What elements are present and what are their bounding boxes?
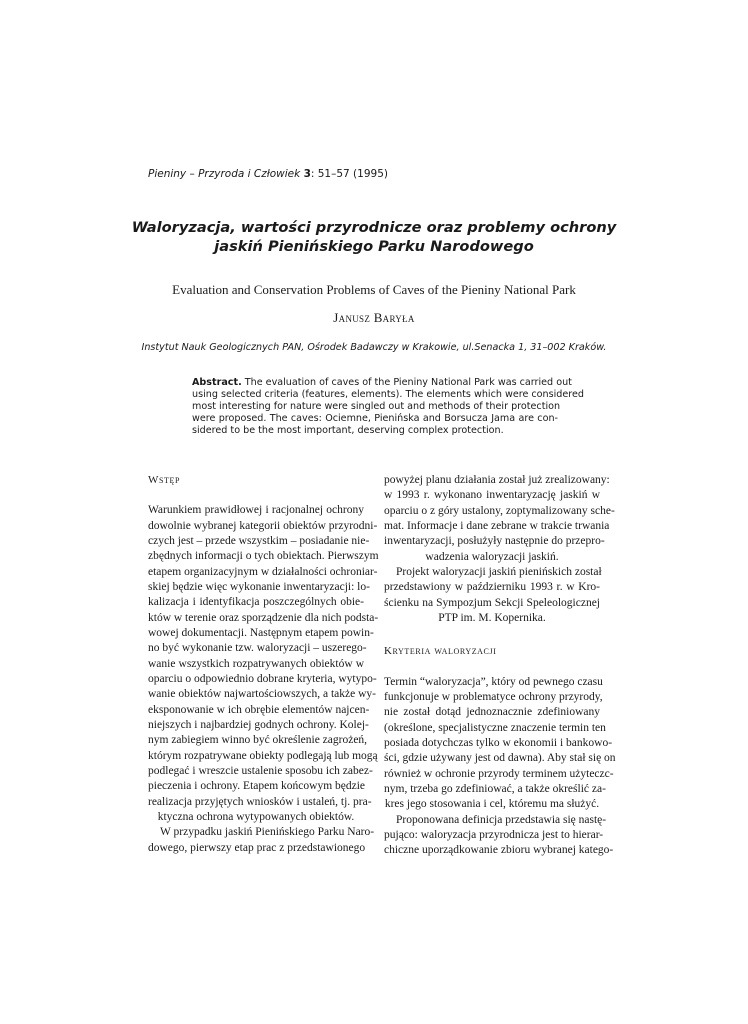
- section-heading-introduction: Wstęp: [148, 474, 181, 486]
- text-line: W przypadku jaskiń Pienińskiego Parku Naro-: [160, 826, 375, 839]
- text-line: czych jest – przede wszystkim – posiadanie nie-: [148, 534, 370, 547]
- abstract-line: most interesting for nature were singled out and methods of their protection: [192, 401, 561, 413]
- text-line: dowego, pierwszy etap prac z przedstawionego: [148, 841, 366, 854]
- text-line: wadzenia waloryzacji jaskiń.: [425, 550, 559, 563]
- journal-volume: 3: [303, 168, 311, 180]
- abstract-line: [192, 377, 572, 389]
- text-line: mat. Informacje i dane zebrane w trakcie trwania: [384, 519, 610, 532]
- paragraph-criteria-2: [384, 813, 614, 859]
- text-line: (określone, specjalistyczne znaczenie termin ten: [384, 721, 606, 734]
- text-line: Projekt waloryzacji jaskiń pienińskich został: [396, 565, 602, 578]
- left-column: [148, 473, 379, 856]
- author-affiliation: Instytut Nauk Geologicznych PAN, Ośrodek Badawczy w Krakowie, ul.Senacka 1, 31–002 Kraków.: [141, 342, 607, 353]
- text-line: oparciu o z góry ustalony, zoptymalizowany sche-: [384, 504, 615, 517]
- text-line: etapem organizacyjnym w działalności ochroniar-: [148, 565, 378, 578]
- paragraph-introduction-3: [384, 473, 615, 565]
- text-line: eksponowanie w ich obrębie elementów najcen-: [148, 703, 370, 716]
- text-line: zbędnych informacji o tych obiektach. Pierwszym: [148, 550, 379, 563]
- text-line: wowej dokumentacji. Następnym etapem powin-: [148, 626, 374, 639]
- text-line: skiej będzie więc wykonanie inwentaryzacji: lo-: [148, 580, 370, 593]
- text-line: którym rozpatrywane obiekty podlegają lub mogą: [148, 749, 378, 762]
- author-name: Janusz Baryła: [333, 310, 415, 325]
- text-line: pieczenia i ochrony. Etapem końcowym będzie: [148, 780, 366, 793]
- text-line: funkcjonuje w problematyce ochrony przyrody,: [384, 690, 603, 703]
- paragraph-introduction-1: [148, 503, 379, 825]
- text-line: podlegać i wreszcie ustalenie sposobu ich zabez-: [148, 764, 373, 777]
- article-title: [100, 218, 648, 256]
- article-title-line-1: Waloryzacja, wartości przyrodnicze oraz problemy ochrony: [131, 219, 617, 236]
- text-line: przedstawiony w październiku 1993 r. w Kro-: [384, 581, 600, 594]
- text-line: w 1993 r. wykonano inwentaryzację jaskiń w: [384, 489, 600, 502]
- text-line: nym, trzeba go zdefiniować, a także określić za-: [384, 782, 606, 795]
- text-line: posiada dotychczas tylko w ekonomii i bankowo-: [384, 736, 613, 749]
- text-line: niejszych i najbardziej godnych ochrony. Kolej-: [148, 718, 369, 731]
- text-line: wanie obiektów najwartościowszych, a także wy-: [148, 688, 377, 701]
- english-title: Evaluation and Conservation Problems of Caves of the Pieniny National Park: [172, 282, 576, 297]
- text-line: dowolnie wybranej kategorii obiektów przyrodni-: [148, 519, 378, 532]
- text-line: ktyczna ochrona wytypowanych obiektów.: [157, 810, 355, 823]
- right-column: [384, 473, 616, 859]
- text-line: Warunkiem prawidłowej i racjonalnej ochrony: [148, 504, 364, 517]
- text-line: no być wykonanie tzw. waloryzacji – uszerego-: [148, 642, 367, 655]
- text-line: Proponowana definicja przedstawia się nastę-: [396, 813, 607, 826]
- text-line: pująco: waloryzacja przyrodnicza jest to hierar-: [384, 828, 604, 841]
- text-line: powyżej planu działania został już zrealizowany:: [384, 474, 610, 486]
- text-line: ścienku na Sympozjum Sekcji Speleologicznej: [384, 596, 600, 609]
- abstract-line: using selected criteria (features, elements). The elements which were considered: [192, 389, 585, 401]
- text-line: chiczne uporządkowanie zbioru wybranej katego-: [384, 844, 614, 857]
- text-line: kres jego stosowania i cel, któremu ma służyć.: [384, 798, 600, 811]
- text-line: realizacja przyjętych wniosków i ustaleń, tj. pra-: [148, 795, 372, 808]
- text-line: któw w terenie oraz sporządzenie dla nich podsta-: [148, 611, 379, 624]
- text-line: ści, gdzie używany jest od dawna). Aby stał się on: [384, 752, 616, 765]
- abstract: [192, 377, 585, 437]
- journal-pages: : 51–57 (1995): [310, 168, 388, 180]
- abstract-line: were proposed. The caves: Ociemne, Pienińska and Borsucza Jama are con-: [192, 413, 558, 425]
- abstract-label: Abstract.: [192, 377, 242, 388]
- journal-name: Pieniny – Przyroda i Człowiek: [148, 168, 301, 180]
- text-line: oparciu o odpowiednio dobrane kryteria, wytypo-: [148, 672, 377, 685]
- abstract-first-line: The evaluation of caves of the Pieniny National Park was carried out: [241, 377, 572, 388]
- journal-citation: [148, 168, 388, 180]
- paragraph-introduction-2: [148, 825, 375, 856]
- paragraph-criteria-1: [384, 675, 616, 813]
- section-heading-criteria: Kryteria waloryzacji: [384, 645, 497, 658]
- text-line: wanie wszystkich rozpatrywanych obiektów w: [148, 657, 364, 670]
- text-line: również w ochronie przyrody terminem użyteczc-: [384, 767, 614, 780]
- text-line: PTP im. M. Kopernika.: [438, 611, 546, 624]
- text-line: nym zabiegiem winno być określenie zagrożeń,: [148, 734, 368, 747]
- text-line: nie został dotąd jednoznacznie zdefiniowany: [384, 706, 600, 719]
- text-line: Termin “waloryzacja”, który od pewnego czasu: [384, 675, 603, 688]
- article-title-line-2: jaskiń Pienińskiego Parku Narodowego: [214, 238, 534, 255]
- paragraph-introduction-4: [384, 565, 600, 626]
- abstract-line: sidered to be the most important, deserving complex protection.: [192, 425, 504, 437]
- text-line: kalizacja i identyfikacja poszczególnych obie-: [148, 596, 364, 609]
- text-line: inwentaryzacji, posłużyły następnie do przepro-: [384, 535, 605, 548]
